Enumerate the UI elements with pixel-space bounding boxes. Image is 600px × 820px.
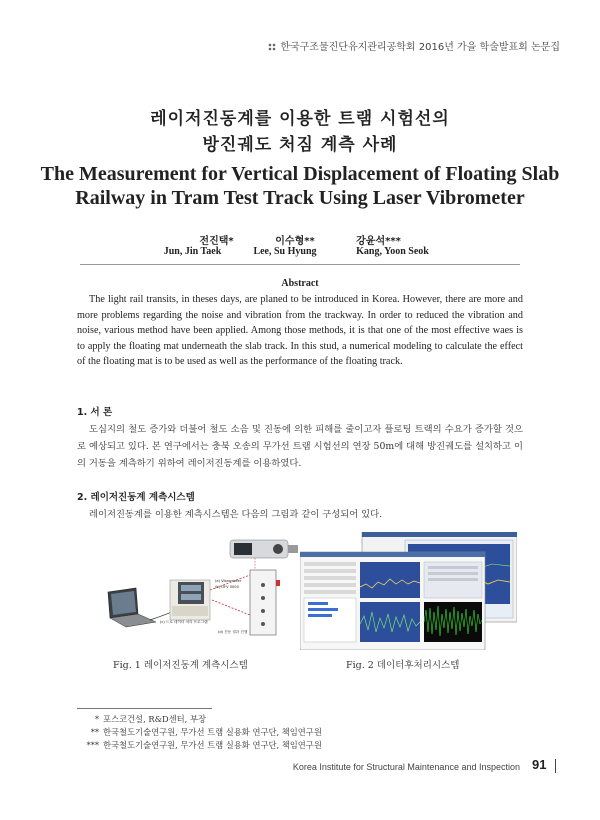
title-korean-line2: 방진궤도 처짐 계측 사례: [202, 135, 398, 155]
fig1-label: (d) 진동 결과 진행: [218, 630, 248, 634]
fig1-label: (b) OFV 5000: [215, 585, 239, 589]
footer-institute: Korea Institute for Structural Maintenance and Inspection: [292, 762, 520, 772]
fig1-label: (c) 드로 데이터 처리 프로그램: [160, 620, 208, 624]
controller-unit-icon: [170, 580, 210, 620]
footnote-mark: ***: [86, 740, 99, 750]
footnote-text: 포스코건설, R&D센터, 부장: [103, 714, 206, 724]
authors-english: [0, 246, 600, 257]
author-en: Lee, Su Hyung: [253, 246, 317, 257]
title-english-line1: The Measurement for Vertical Displacement of Floating Slab: [40, 163, 560, 185]
section1-body: [77, 421, 523, 472]
abstract-text: The light rail transits, in theses days, are planed to be introduced in Korea. However, there are more and more problems regarding the noise and vibration from the trackway. In order to reduced the vibration and noise, various method have been applied. Among those methods, it is that one of the most effective waes is to apply the floating mat underneath the slab track. In this stud, a numerical modeling to calculate the effect of the floating mat is to be used as well as the performance of the floating track.: [77, 294, 523, 367]
section-heading: 1. 서 론: [77, 407, 113, 418]
abstract-body: [77, 292, 523, 370]
section2-body: [77, 506, 523, 523]
footnote-divider: [77, 708, 212, 709]
footer-bar: [555, 759, 556, 773]
section2-text: 레이저진동계를 이용한 계측시스템은 다음의 그림과 같이 구성되어 있다.: [89, 509, 383, 520]
section-heading: 2. 레이저진동계 계측시스템: [77, 492, 195, 503]
authors-korean: [0, 232, 600, 247]
figure-1-caption: Fig. 1 레이저진동계 계측시스템: [113, 660, 248, 671]
laser-head-icon: [230, 540, 298, 558]
figure-1-measurement-system: [100, 530, 315, 650]
running-header: [268, 38, 560, 53]
author-en: Jun, Jin Taek: [163, 246, 222, 257]
footnote-mark: **: [90, 727, 99, 737]
rack-panel-icon: [250, 570, 276, 635]
author-ko: 전진택*: [199, 236, 234, 247]
title-english-line2: Railway in Tram Test Track Using Laser Vibrometer: [75, 187, 525, 209]
divider: [80, 264, 520, 265]
abstract-heading: Abstract: [281, 278, 319, 289]
author-ko: 강윤석***: [356, 236, 401, 247]
author-en: Kang, Yoon Seok: [356, 246, 429, 257]
journal-name: 한국구조물진단유지관리공학회 2016년 가을 학술발표회 논문집: [280, 42, 560, 53]
author-ko: 이수형**: [275, 236, 315, 247]
page-number: 91: [532, 757, 547, 772]
footnote: [77, 726, 322, 739]
section1-text: 도심지의 철도 증가와 더불어 철도 소음 및 진동에 의한 피해를 줄이고자 플로팅 트랙의 수요가 증가할 것으로 예상되고 있다. 본 연구에서는 충북 오송의 무가선 트램 시험선의 연장 50m에 대해 방진궤도를 설치하고 이의 거동을 계측하기 위하여 레이저진동계를 이용하였다.: [77, 424, 523, 469]
title-korean-line1: 레이저진동계를 이용한 트램 시험선의: [150, 109, 450, 129]
laptop-icon: [108, 588, 156, 627]
dots-icon: [268, 43, 276, 51]
figure-2-caption: Fig. 2 데이터후처리시스템: [346, 660, 460, 671]
footnote: [77, 739, 322, 752]
fig1-label: (a) Vibrometer: [215, 579, 242, 583]
figure-2-postprocessing-system: [300, 532, 517, 650]
footnote-text: 한국철도기술연구원, 무가선 트램 실용화 연구단, 책임연구원: [103, 727, 322, 737]
footnote-mark: *: [94, 714, 99, 724]
footnote-text: 한국철도기술연구원, 무가선 트램 실용화 연구단, 책임연구원: [103, 740, 322, 750]
footnote: [77, 713, 206, 726]
